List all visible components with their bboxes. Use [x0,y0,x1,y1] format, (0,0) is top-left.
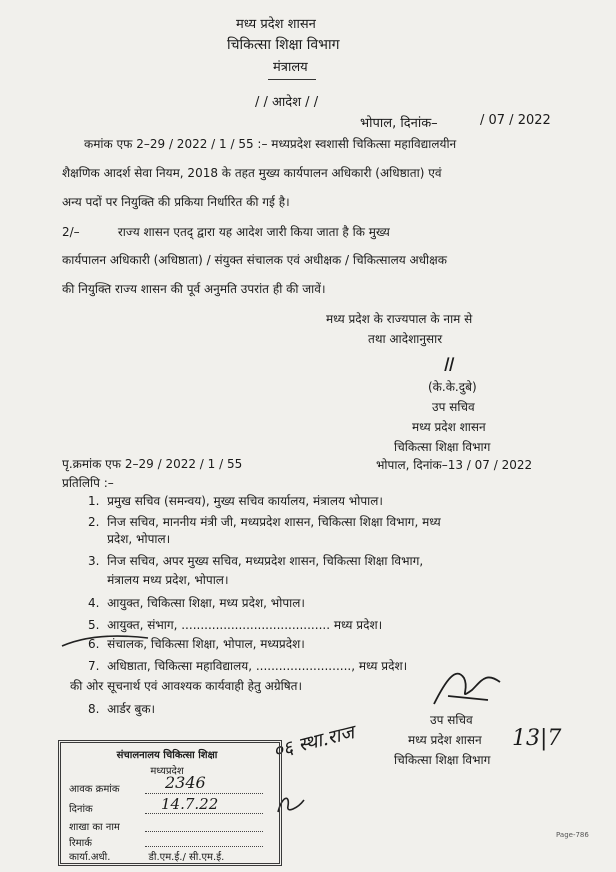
stamp-remarks-label: रिमार्क [69,838,92,849]
stamp-inward-label: आवक क्रमांक [69,784,120,795]
handwritten-strike [60,628,150,652]
header-underline [268,79,316,80]
signatory-name: (के.के.दुबे) [428,380,477,394]
order-place-date: भोपाल, दिनांक– [360,116,438,131]
header-ministry: मंत्रालय [273,60,308,75]
list-item: मंत्रालय मध्य प्रदेश, भोपाल। [88,573,229,587]
inward-stamp [58,740,282,866]
endorsement-ref: पृ.क्रमांक एफ 2–29 / 2022 / 1 / 55 [62,457,243,471]
stamp-section-label: शाखा का नाम [69,822,120,833]
stamp-line [145,846,263,847]
para2-line2: कार्यपालन अधिकारी (अधिष्ठाता) / संयुक्त संचालक एवं अधीक्षक / चिकित्सालय अधीक्षक [62,253,447,267]
handwritten-initials: 13|7 [512,726,562,751]
governor-line2: तथा आदेशानुसार [368,332,443,346]
signature-mark: ॥ [440,352,454,377]
signatory2-designation: उप सचिव [430,713,473,727]
para1-line1: कमांक एफ 2–29 / 2022 / 1 / 55 :– मध्यप्रदेश स्वशासी चिकित्सा महाविद्यालयीन [84,137,457,151]
stamp-footer: कार्या.अधी. डी.एम.ई./ सी.एम.ई. [69,852,225,863]
stamp-line [145,793,263,794]
header-government: मध्य प्रदेश शासन [236,17,316,32]
signature-2 [428,660,508,712]
list-item: प्रदेश, भोपाल। [88,532,171,546]
para1-line2: शैक्षणिक आदर्श सेवा नियम, 2018 के तहत मुख्य कार्यपालन अधिकारी (अधिष्ठाता) एवं [62,166,442,180]
stamp-subtitle: मध्यप्रदेश [150,766,184,777]
page-mark: Page-786 [556,831,589,839]
stamp-line [145,813,263,814]
handwritten-note: ०६ स्था.राज [270,721,357,763]
governor-line1: मध्य प्रदेश के राज्यपाल के नाम से [326,312,473,326]
signatory-designation: उप सचिव [432,400,475,414]
signatory-govt: मध्य प्रदेश शासन [412,420,486,434]
stamp-title: संचालनालय चिकित्सा शिक्षा [116,750,218,761]
para2-line3: की नियुक्ति राज्य शासन की पूर्व अनुमति उपरांत ही की जावें। [62,282,326,296]
copy-label: प्रतिलिपि :– [62,476,114,490]
signatory2-dept: चिकित्सा शिक्षा विभाग [394,753,491,767]
list-item: 2. निज सचिव, माननीय मंत्री जी, मध्यप्रदेश शासन, चिकित्सा शिक्षा विभाग, मध्य [88,515,441,529]
signatory-place-date: भोपाल, दिनांक–13 / 07 / 2022 [376,458,533,472]
stamp-line [145,831,263,832]
purpose-line: की ओर सूचनार्थ एवं आवश्यक कार्यवाही हेतु अग्रेषित। [70,679,303,693]
order-date-tail: / 07 / 2022 [480,113,551,128]
list-item: 5. आयुक्त, संभाग, ....................................... मध्य प्रदेश। [88,618,383,632]
signatory-dept: चिकित्सा शिक्षा विभाग [394,440,491,454]
list-item: 3. निज सचिव, अपर मुख्य सचिव, मध्यप्रदेश शासन, चिकित्सा शिक्षा विभाग, [88,554,424,568]
list-item: 7. अधिष्ठाता, चिकित्सा महाविद्यालय, ........................., मध्य प्रदेश। [88,659,408,673]
item-8: 8. आर्डर बुक। [88,702,156,716]
para2-line1: 2/– राज्य शासन एतद् द्वारा यह आदेश जारी किया जाता है कि मुख्य [62,225,390,239]
signatory2-govt: मध्य प्रदेश शासन [408,733,482,747]
header-department: चिकित्सा शिक्षा विभाग [227,37,340,53]
stamp-inward-value: 2346 [165,773,206,792]
stamp-date-label: दिनांक [69,804,93,815]
list-item: 4. आयुक्त, चिकित्सा शिक्षा, मध्य प्रदेश, भोपाल। [88,596,305,610]
para1-line3: अन्य पदों पर नियुक्ति की प्रकिया निर्धारित की गई है। [62,195,290,209]
list-item: 1. प्रमुख सचिव (समन्वय), मुख्य सचिव कार्यालय, मंत्रालय भोपाल। [88,494,383,508]
list-item: 6. संचालक, चिकित्सा शिक्षा, भोपाल, मध्यप्रदेश। [88,637,305,651]
stamp-date-value: 14.7.22 [161,795,219,813]
order-title: / / आदेश / / [255,95,319,110]
